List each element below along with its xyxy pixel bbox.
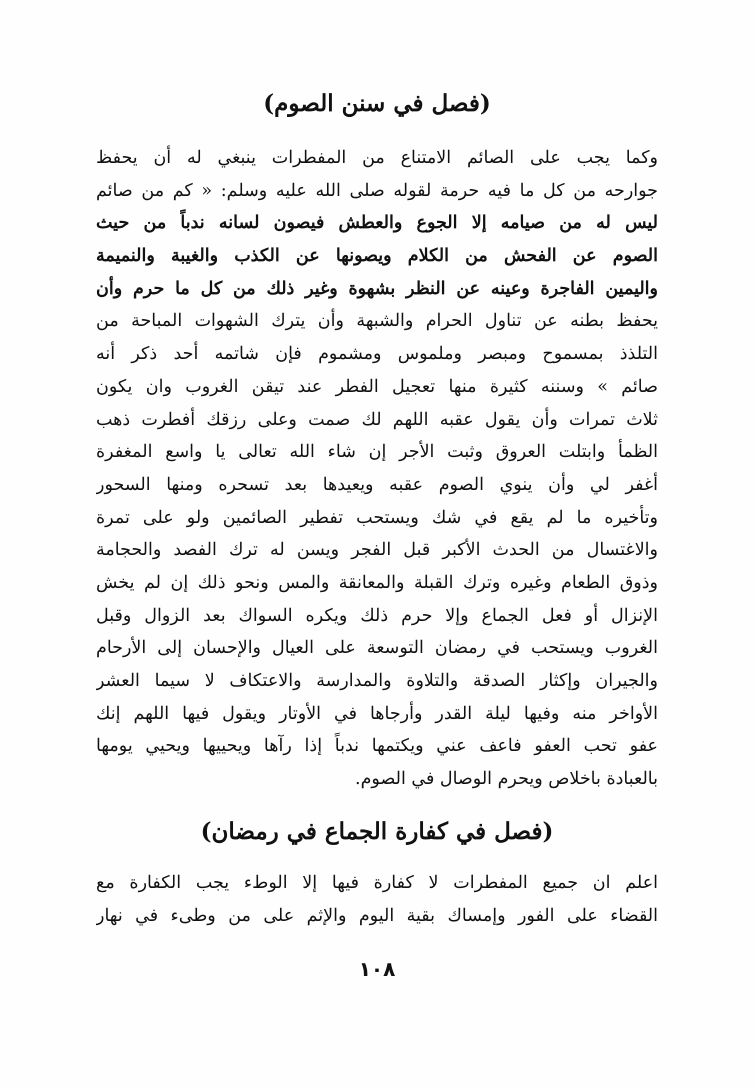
text-line: القضاء على الفور وإمساك بقية اليوم والإثم على من وطىء في نهار bbox=[96, 905, 658, 926]
section-fasting-sunnah-body bbox=[96, 142, 658, 796]
text-line: وكما يجب على الصائم الامتناع من المفطرات ينبغي له أن يحفظ bbox=[96, 148, 658, 168]
text-line: صائم » وسننه كثيرة منها تعجيل الفطر عند تيقن الغروب وان يكون bbox=[96, 376, 658, 397]
text-line: الإنزال أو فعل الجماع وإلا حرم ذلك ويكره السواك بعد الزوال وقبل bbox=[96, 605, 658, 626]
section-heading: (فصل في سنن الصوم) bbox=[263, 90, 491, 117]
text-line: اعلم ان جميع المفطرات لا كفارة فيها إلا الوطء يجب الكفارة مع bbox=[96, 873, 658, 893]
text-line: يحفظ بطنه عن تناول الحرام والشبهة وأن يترك الشهوات المباحة من bbox=[96, 311, 658, 332]
text-line: وذوق الطعام وغيره وترك القبلة والمعانقة والمس ونحو ذلك إن لم يخش bbox=[96, 572, 658, 593]
text-line: ثلاث تمرات وأن يقول عقبه اللهم لك صمت وعلى رزقك أفطرت ذهب bbox=[96, 409, 658, 430]
section-fasting-sunnah bbox=[96, 86, 658, 122]
text-line: الغروب ويستحب في رمضان التوسعة على العيال والإحسان إلى الأرحام bbox=[96, 638, 658, 659]
text-line: وتأخيره ما لم يقع في شك ويستحب تفطير الصائمين ولو على تمرة bbox=[96, 507, 658, 528]
text-line: ليس له من صيامه إلا الجوع والعطش فيصون لسانه ندباً من حيث bbox=[96, 213, 658, 234]
section-ramadan-expiation bbox=[96, 814, 658, 850]
text-line: عفو تحب العفو فاعف عني ويكتمها ندباً إذا رآها ويحييها ويحيي يومها bbox=[96, 736, 658, 757]
text-line: بالعبادة باخلاص ويحرم الوصال في الصوم. bbox=[355, 769, 658, 790]
page-number: ١٠٨ bbox=[358, 957, 396, 981]
section-heading: (فصل في كفارة الجماع في رمضان) bbox=[200, 818, 554, 845]
text-line: الظمأ وابتلت العروق وثبت الأجر إن شاء الله تعالى يا واسع المغفرة bbox=[96, 442, 658, 463]
text-line: الأواخر منه وفيها ليلة القدر وأرجاها في الأوتار ويقول فيها اللهم إنك bbox=[96, 703, 658, 724]
section-ramadan-expiation-body bbox=[96, 867, 658, 932]
text-line: واليمين الفاجرة وعينه عن النظر بشهوة وغير ذلك من كل ما حرم وأن bbox=[96, 278, 658, 299]
text-line: أغفر لي وأن ينوي الصوم عقبه ويعيدها بعد تسحره ومنها السحور bbox=[96, 474, 658, 495]
text-line: جوارحه من كل ما فيه حرمة لقوله صلى الله عليه وسلم: « كم من صائم bbox=[96, 180, 658, 201]
text-line: الصوم عن الفحش من الكلام ويصونها عن الكذب والغيبة والنميمة bbox=[96, 246, 658, 267]
text-line: والجيران وإكثار الصدقة والتلاوة والمدارسة والاعتكاف لا سيما العشر bbox=[96, 671, 658, 691]
text-line: والاغتسال من الحدث الأكبر قبل الفجر ويسن له ترك الفصد والحجامة bbox=[96, 540, 658, 561]
text-line: التلذذ بمسموح ومبصر وملموس ومشموم فإن شاتمه أحد ذكر أنه bbox=[96, 344, 658, 365]
